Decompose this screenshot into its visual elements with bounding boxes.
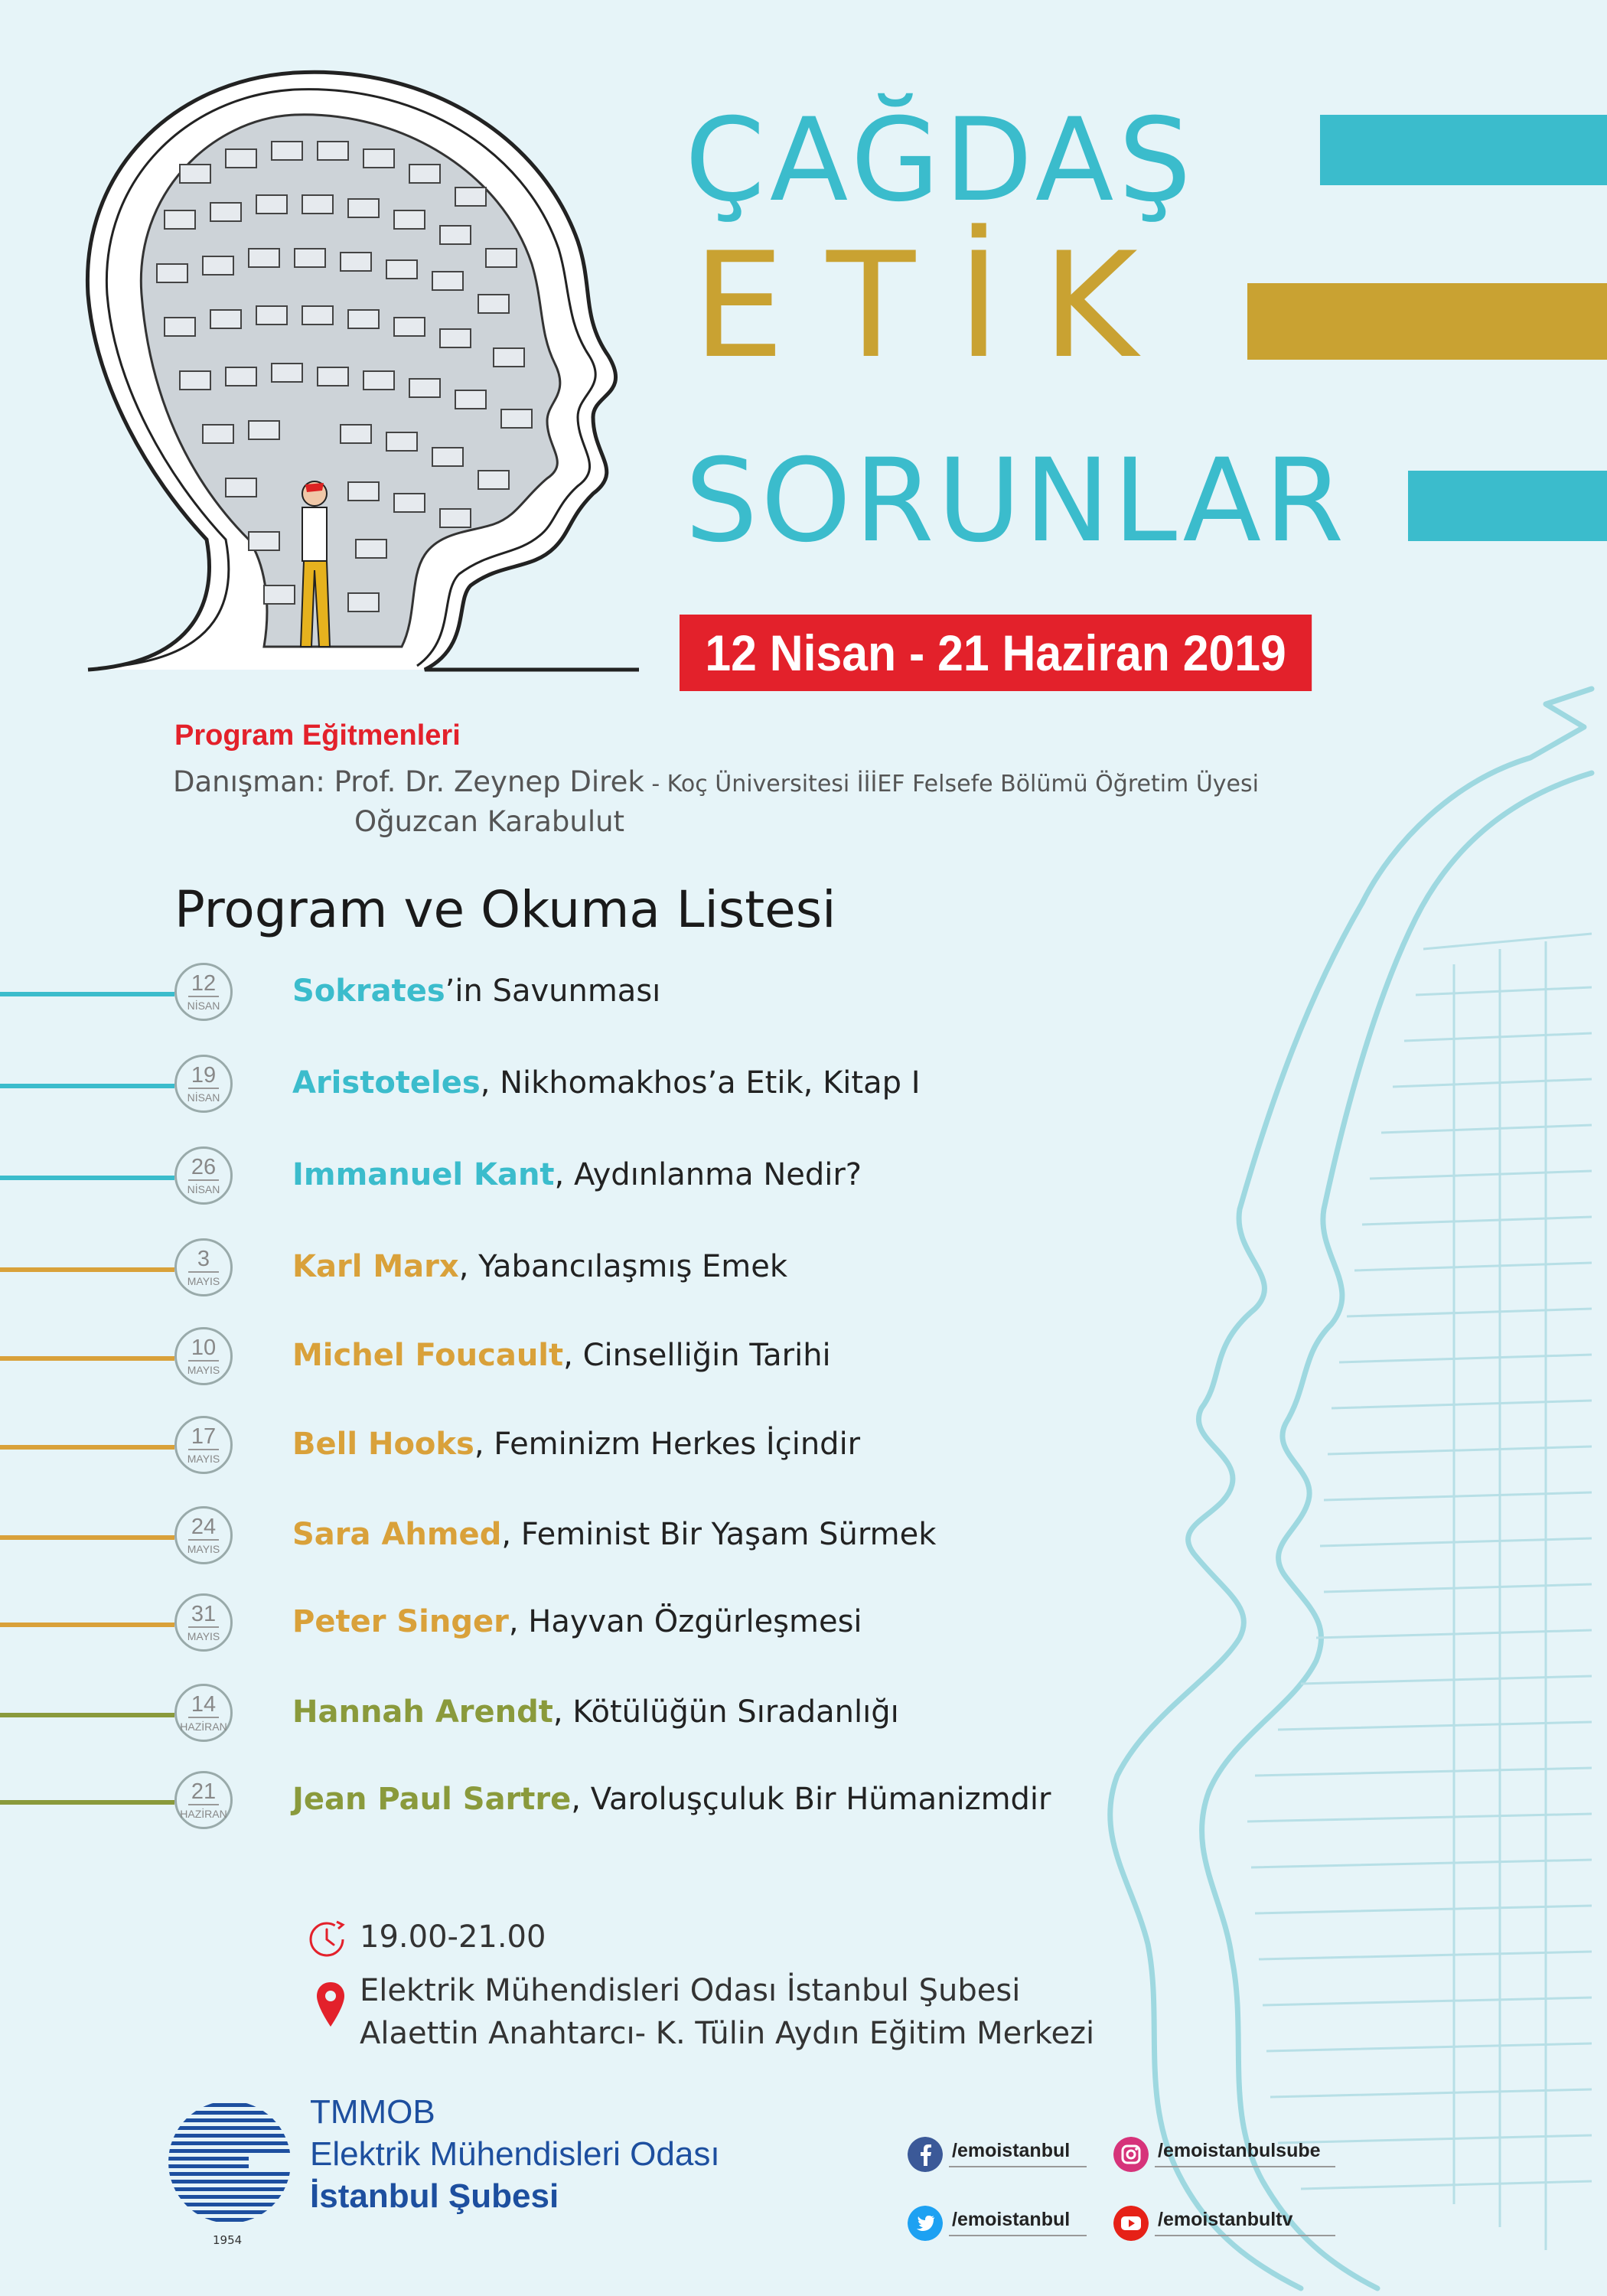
- instagram-icon: [1113, 2137, 1149, 2172]
- session-author: Sokrates: [292, 974, 445, 1009]
- session-row: [0, 1055, 1148, 1116]
- session-timeline-line: [0, 1535, 174, 1540]
- session-author: Sara Ahmed: [292, 1517, 502, 1552]
- session-author: Peter Singer: [292, 1604, 509, 1639]
- tmmob-emo-logo: [157, 2097, 302, 2227]
- session-month: MAYIS: [187, 1453, 220, 1465]
- social-youtube[interactable]: [1113, 2206, 1343, 2241]
- session-date-badge: [174, 1593, 233, 1652]
- session-day: 14: [191, 1692, 217, 1717]
- title-accent-bar-1: [1320, 115, 1607, 185]
- session-month: NİSAN: [187, 1183, 220, 1195]
- venue-line-1: Elektrik Mühendisleri Odası İstanbul Şubesi: [360, 1973, 1021, 2008]
- org-name-line-1: TMMOB: [310, 2093, 435, 2131]
- session-reading: [292, 1427, 860, 1462]
- advisor-affiliation: - Koç Üniversitesi İİİEF Felsefe Bölümü Öğretim Üyesi: [644, 771, 1259, 797]
- date-range-banner: 12 Nisan - 21 Haziran 2019: [680, 615, 1312, 691]
- session-reading: [292, 1694, 899, 1730]
- session-day: 17: [191, 1424, 217, 1449]
- session-date-badge: [174, 1416, 233, 1474]
- session-reading: [292, 1249, 787, 1284]
- org-name-line-3: İstanbul Şubesi: [310, 2177, 559, 2215]
- session-title: , Varoluşçuluk Bir Hümanizmdir: [571, 1782, 1051, 1817]
- session-timeline-line: [0, 1713, 174, 1717]
- advisor-line: [173, 765, 1259, 798]
- session-day: 26: [191, 1155, 217, 1179]
- session-author: Immanuel Kant: [292, 1157, 555, 1192]
- session-date-badge: [174, 1238, 233, 1296]
- session-date-badge: [174, 1506, 233, 1564]
- youtube-handle[interactable]: /emoistanbultv: [1158, 2209, 1293, 2230]
- session-date-badge: [174, 963, 233, 1021]
- session-day: 12: [191, 971, 217, 996]
- facebook-icon: [908, 2137, 943, 2172]
- session-title: , Yabancılaşmış Emek: [458, 1249, 788, 1284]
- session-timeline-line: [0, 1445, 174, 1450]
- twitter-handle[interactable]: /emoistanbul: [952, 2209, 1071, 2230]
- social-facebook[interactable]: [908, 2137, 1091, 2172]
- session-title: , Aydınlanma Nedir?: [554, 1157, 862, 1192]
- session-day: 21: [191, 1779, 217, 1804]
- session-row: [0, 1506, 1148, 1567]
- session-timeline-line: [0, 1623, 174, 1627]
- session-reading: [292, 1065, 921, 1101]
- youtube-icon: [1113, 2206, 1149, 2241]
- trainer-name: Oğuzcan Karabulut: [354, 805, 625, 838]
- session-day: 3: [197, 1247, 210, 1271]
- program-heading: Program ve Okuma Listesi: [174, 880, 836, 939]
- instagram-handle[interactable]: /emoistanbulsube: [1158, 2140, 1321, 2161]
- advisor-name: Danışman: Prof. Dr. Zeynep Direk: [173, 765, 644, 798]
- title-line-2: ETİK: [693, 221, 1180, 390]
- session-month: MAYIS: [187, 1364, 220, 1376]
- session-title: , Hayvan Özgürleşmesi: [508, 1604, 862, 1639]
- org-name-line-2: Elektrik Mühendisleri Odası: [310, 2135, 720, 2173]
- session-title: , Feminist Bir Yaşam Sürmek: [501, 1517, 937, 1552]
- session-day: 19: [191, 1063, 217, 1088]
- session-date-badge: [174, 1055, 233, 1113]
- session-month: MAYIS: [187, 1275, 220, 1287]
- session-month: MAYIS: [187, 1630, 220, 1642]
- session-row: [0, 1593, 1148, 1655]
- trainers-heading: Program Eğitmenleri: [174, 719, 461, 752]
- title-accent-bar-3: [1408, 471, 1607, 541]
- session-title: , Feminizm Herkes İçindir: [474, 1427, 861, 1462]
- location-pin-icon: [315, 1981, 346, 2028]
- session-row: [0, 1238, 1148, 1300]
- session-row: [0, 1771, 1148, 1832]
- large-head-outline-illustration-icon: [1056, 673, 1607, 2296]
- session-date-badge: [174, 1684, 233, 1742]
- session-reading: [292, 1338, 831, 1373]
- social-instagram[interactable]: [1113, 2137, 1343, 2172]
- session-title: , Cinselliğin Tarihi: [563, 1338, 831, 1373]
- session-timeline-line: [0, 1176, 174, 1180]
- title-line-1: ÇAĞDAŞ: [685, 94, 1196, 227]
- session-author: Bell Hooks: [292, 1427, 474, 1462]
- session-reading: [292, 1517, 936, 1552]
- session-month: NİSAN: [187, 1091, 220, 1104]
- session-title: ’in Savunması: [445, 974, 661, 1009]
- facebook-handle[interactable]: /emoistanbul: [952, 2140, 1071, 2161]
- session-row: [0, 1327, 1148, 1388]
- title-accent-bar-2: [1247, 283, 1607, 360]
- session-reading: [292, 1782, 1051, 1817]
- social-twitter[interactable]: [908, 2206, 1091, 2241]
- venue-line-2: Alaettin Anahtarcı- K. Tülin Aydın Eğitim Merkezi: [360, 2016, 1095, 2051]
- session-month: NİSAN: [187, 1000, 220, 1012]
- session-month: HAZİRAN: [180, 1720, 227, 1733]
- session-day: 24: [191, 1515, 217, 1539]
- session-author: Karl Marx: [292, 1249, 459, 1284]
- logo-year: 1954: [213, 2233, 243, 2247]
- session-row: [0, 1416, 1148, 1477]
- session-author: Hannah Arendt: [292, 1694, 553, 1730]
- session-date-badge: [174, 1146, 233, 1205]
- session-month: MAYIS: [187, 1543, 220, 1555]
- session-timeline-line: [0, 1084, 174, 1088]
- session-timeline-line: [0, 1800, 174, 1805]
- session-timeline-line: [0, 992, 174, 996]
- session-reading: [292, 974, 660, 1009]
- session-row: [0, 1684, 1148, 1745]
- session-title: , Kötülüğün Sıradanlığı: [553, 1694, 899, 1730]
- session-reading: [292, 1604, 862, 1639]
- session-author: Michel Foucault: [292, 1338, 564, 1373]
- session-row: [0, 963, 1148, 1024]
- head-maze-illustration-icon: [42, 65, 654, 677]
- session-time: 19.00-21.00: [360, 1919, 546, 1955]
- session-timeline-line: [0, 1267, 174, 1272]
- twitter-icon: [908, 2206, 943, 2241]
- session-title: , Nikhomakhos’a Etik, Kitap I: [480, 1065, 921, 1101]
- title-line-3: SORUNLAR: [685, 435, 1348, 568]
- session-date-badge: [174, 1327, 233, 1385]
- session-row: [0, 1146, 1148, 1208]
- session-month: HAZİRAN: [180, 1808, 227, 1820]
- session-author: Jean Paul Sartre: [292, 1782, 572, 1817]
- session-date-badge: [174, 1771, 233, 1829]
- session-day: 10: [191, 1336, 217, 1360]
- session-author: Aristoteles: [292, 1065, 481, 1101]
- session-reading: [292, 1157, 862, 1192]
- session-timeline-line: [0, 1356, 174, 1361]
- session-day: 31: [191, 1602, 217, 1626]
- clock-icon: [306, 1917, 347, 1958]
